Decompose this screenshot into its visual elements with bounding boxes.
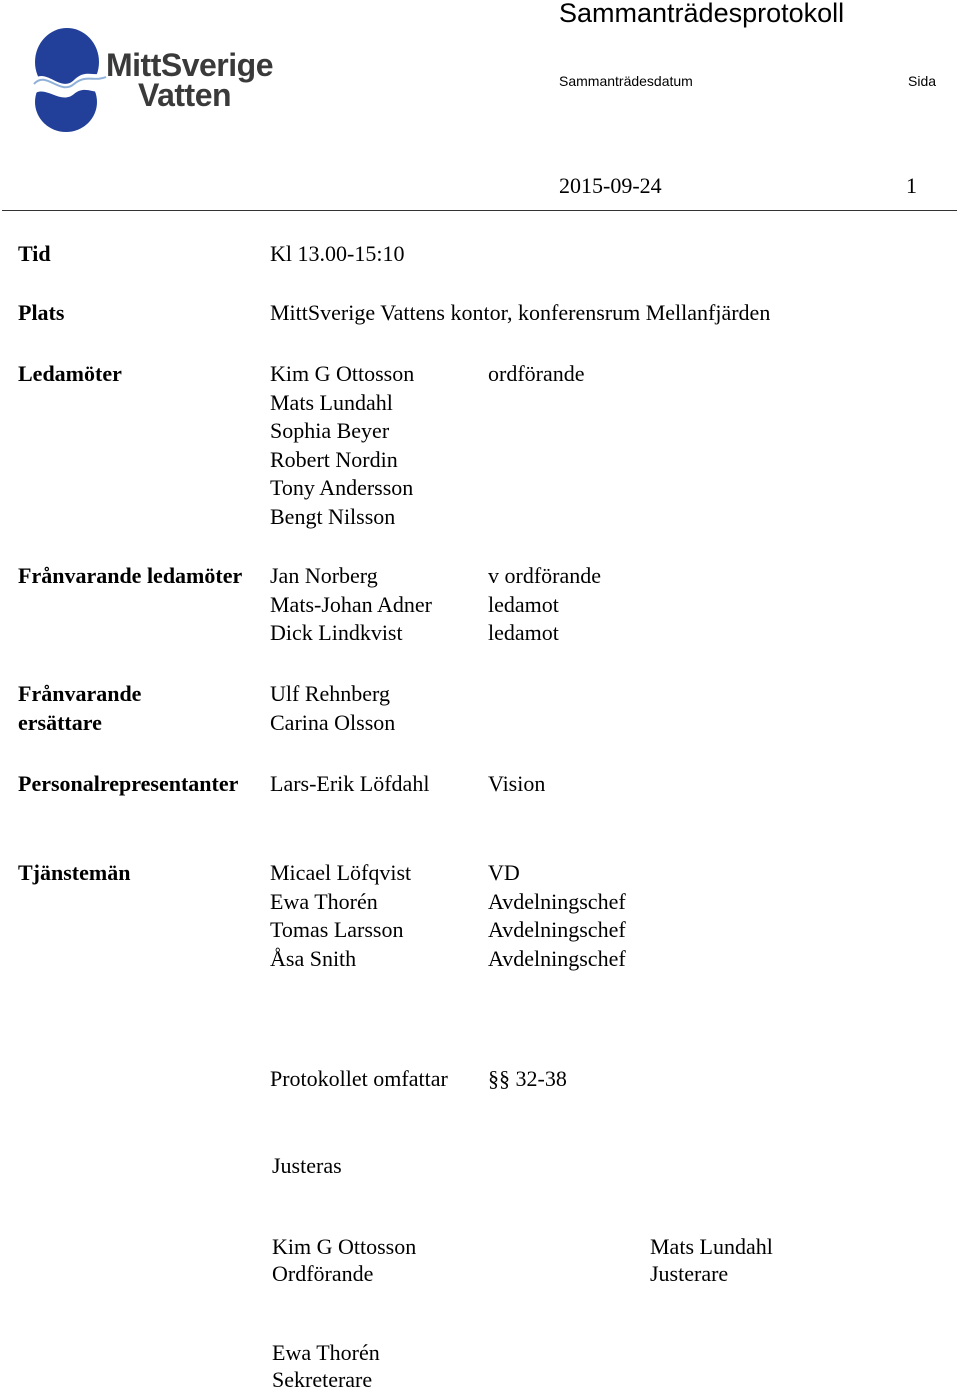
official-name: Ewa Thorén (270, 888, 411, 917)
franvarande-ersattare-label-line2: ersättare (18, 709, 141, 738)
ledamoter-label: Ledamöter (18, 360, 122, 389)
official-role: Avdelningschef (488, 916, 626, 945)
absent-member-role: v ordförande (488, 562, 601, 591)
member-name: Mats Lundahl (270, 389, 414, 418)
official-name: Micael Löfqvist (270, 859, 411, 888)
secretary-role: Sekreterare (272, 1367, 380, 1393)
absent-substitute-name: Ulf Rehnberg (270, 680, 395, 709)
tid-value: Kl 13.00-15:10 (270, 240, 404, 269)
absent-substitute-name: Carina Olsson (270, 709, 395, 738)
personalrepresentant-name: Lars-Erik Löfdahl (270, 770, 429, 799)
logo-text-line2: Vatten (106, 80, 273, 110)
absent-member-name: Jan Norberg (270, 562, 432, 591)
logo (30, 24, 290, 136)
signature-block-adjuster (650, 1234, 773, 1287)
tjansteman-label: Tjänstemän (18, 859, 130, 888)
member-role: ordförande (488, 360, 585, 389)
franvarande-ledamoter-label: Frånvarande ledamöter (18, 562, 242, 591)
ledamoter-roles (488, 360, 585, 389)
official-name: Tomas Larsson (270, 916, 411, 945)
ledamoter-names (270, 360, 414, 532)
personalrepresentant-role: Vision (488, 770, 545, 799)
franvarande-ersattare-label (18, 680, 141, 737)
secretary-name: Ewa Thorén (272, 1340, 380, 1367)
logo-text-line1: MittSverige (106, 50, 273, 80)
franvarande-ledamoter-roles (488, 562, 601, 648)
page-number: 1 (906, 173, 917, 199)
absent-member-role: ledamot (488, 619, 601, 648)
personalrepresentanter-label: Personalrepresentanter (18, 770, 238, 799)
meeting-date: 2015-09-24 (559, 173, 662, 199)
justeras-label: Justeras (272, 1152, 342, 1181)
tjansteman-names (270, 859, 411, 973)
official-role: Avdelningschef (488, 945, 626, 974)
absent-member-name: Dick Lindkvist (270, 619, 432, 648)
member-name: Kim G Ottosson (270, 360, 414, 389)
signer-role: Justerare (650, 1261, 773, 1288)
plats-value: MittSverige Vattens kontor, konferensrum Mellanfjärden (270, 299, 770, 328)
franvarande-ersattare-label-line1: Frånvarande (18, 680, 141, 709)
tjansteman-roles (488, 859, 626, 973)
plats-label: Plats (18, 299, 64, 328)
logo-mark-icon (30, 24, 110, 134)
member-name: Bengt Nilsson (270, 503, 414, 532)
official-name: Åsa Snith (270, 945, 411, 974)
page-label: Sida (908, 73, 936, 89)
absent-member-role: ledamot (488, 591, 601, 620)
header-divider (2, 210, 957, 211)
franvarande-ersattare-names (270, 680, 395, 737)
franvarande-ledamoter-names (270, 562, 432, 648)
protokoll-paragraphs: §§ 32-38 (488, 1065, 567, 1094)
member-name: Sophia Beyer (270, 417, 414, 446)
member-name: Robert Nordin (270, 446, 414, 475)
official-role: VD (488, 859, 626, 888)
signer-name: Kim G Ottosson (272, 1234, 416, 1261)
meeting-date-label: Sammanträdesdatum (559, 73, 693, 89)
signer-name: Mats Lundahl (650, 1234, 773, 1261)
document-title: Sammanträdesprotokoll (559, 0, 844, 29)
tid-label: Tid (18, 240, 51, 269)
signer-role: Ordförande (272, 1261, 416, 1288)
protokoll-label: Protokollet omfattar (270, 1065, 448, 1094)
absent-member-name: Mats-Johan Adner (270, 591, 432, 620)
official-role: Avdelningschef (488, 888, 626, 917)
signature-block-chair (272, 1234, 416, 1287)
member-name: Tony Andersson (270, 474, 414, 503)
signature-block-secretary (272, 1340, 380, 1393)
